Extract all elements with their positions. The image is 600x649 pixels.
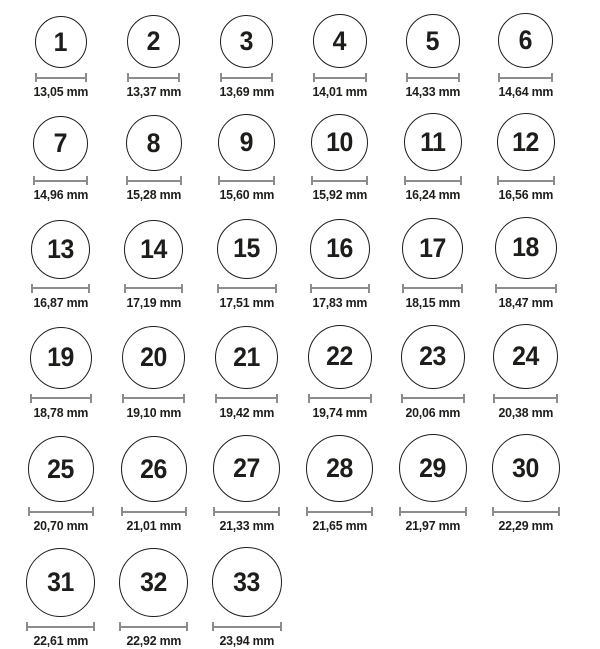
ring-circle <box>26 548 95 617</box>
diameter-ruler <box>30 394 92 403</box>
ring-size-number: 3 <box>239 26 254 56</box>
ring-circle <box>404 113 462 171</box>
ring-size-cell <box>200 114 293 202</box>
diameter-mm-label: 20,70 mm <box>33 518 88 534</box>
ring-circle <box>213 435 280 502</box>
diameter-mm-label: 18,15 mm <box>405 294 460 310</box>
diameter-ruler-line <box>495 397 556 399</box>
ring-size-cell <box>107 15 200 99</box>
diameter-ruler <box>306 507 373 516</box>
diameter-mm-label: 22,29 mm <box>498 518 553 534</box>
diameter-ruler <box>126 176 182 185</box>
diameter-ruler <box>33 176 88 185</box>
diameter-ruler-line <box>310 397 370 399</box>
ring-circle <box>33 116 88 171</box>
ring-size-number: 28 <box>326 453 353 484</box>
ring-circle <box>306 435 373 502</box>
ring-circle <box>497 113 555 171</box>
diameter-mm-label: 15,60 mm <box>219 187 274 203</box>
ring-size-number: 20 <box>140 341 167 372</box>
ring-size-cell <box>14 436 107 533</box>
ring-size-cell <box>386 218 479 310</box>
ring-size-number: 18 <box>512 232 539 263</box>
ring-circle <box>124 220 183 279</box>
ring-size-number: 22 <box>326 341 353 372</box>
ring-circle <box>217 219 277 279</box>
diameter-ruler <box>217 284 277 293</box>
ring-size-number: 32 <box>140 567 167 598</box>
ring-circle <box>402 218 463 279</box>
ring-size-number: 7 <box>53 128 68 159</box>
ring-size-cell <box>107 436 200 533</box>
ring-size-cell <box>200 219 293 310</box>
ring-circle <box>31 220 90 279</box>
ring-size-cell <box>107 326 200 420</box>
diameter-ruler <box>311 176 368 185</box>
diameter-mm-label: 21,33 mm <box>219 518 274 534</box>
ring-size-number: 16 <box>326 233 353 264</box>
ring-size-cell <box>479 324 572 420</box>
diameter-ruler <box>493 394 558 403</box>
ring-circle <box>30 327 92 389</box>
diameter-ruler-line <box>33 287 88 289</box>
ring-size-cell <box>200 326 293 420</box>
diameter-mm-label: 17,51 mm <box>219 294 274 310</box>
ring-size-number: 26 <box>140 453 167 484</box>
diameter-ruler-line <box>214 626 280 628</box>
ring-size-grid <box>14 13 588 649</box>
ring-circle <box>215 326 278 389</box>
diameter-ruler-line <box>121 626 186 628</box>
diameter-ruler <box>406 73 460 82</box>
diameter-ruler <box>498 73 553 82</box>
ring-circle <box>126 115 182 171</box>
ring-size-cell <box>386 325 479 420</box>
diameter-ruler-line <box>215 511 278 513</box>
ring-circle <box>28 436 94 502</box>
diameter-mm-label: 13,05 mm <box>33 84 88 99</box>
ring-size-number: 27 <box>233 453 260 484</box>
ring-size-cell <box>200 547 293 648</box>
ring-circle <box>310 219 370 279</box>
ring-size-number: 33 <box>233 566 260 597</box>
ring-circle <box>492 434 560 502</box>
diameter-ruler-line <box>500 77 551 79</box>
diameter-mm-label: 15,28 mm <box>126 187 181 203</box>
diameter-mm-label: 18,47 mm <box>498 294 553 310</box>
diameter-mm-label: 16,56 mm <box>498 187 553 203</box>
diameter-ruler <box>492 507 560 516</box>
diameter-ruler-line <box>37 77 85 79</box>
diameter-mm-label: 22,61 mm <box>33 633 88 649</box>
diameter-mm-label: 23,94 mm <box>219 633 274 649</box>
ring-circle <box>121 436 187 502</box>
diameter-mm-label: 20,38 mm <box>498 404 553 420</box>
ring-size-number: 31 <box>47 567 74 598</box>
diameter-ruler-line <box>126 287 181 289</box>
diameter-ruler-line <box>403 397 463 399</box>
ring-circle <box>399 434 467 502</box>
ring-size-cell <box>386 113 479 202</box>
diameter-mm-label: 21,01 mm <box>126 518 181 534</box>
ring-circle <box>308 325 372 389</box>
ring-size-cell <box>14 548 107 648</box>
ring-size-cell <box>293 325 386 420</box>
ring-size-cell <box>293 114 386 202</box>
ring-size-number: 2 <box>146 26 161 56</box>
ring-circle <box>495 217 557 279</box>
ring-size-number: 4 <box>332 25 347 56</box>
ring-size-cell <box>107 115 200 202</box>
diameter-ruler-line <box>124 397 183 399</box>
diameter-ruler <box>121 507 187 516</box>
diameter-mm-label: 19,10 mm <box>126 404 181 420</box>
ring-size-number: 17 <box>419 232 446 263</box>
diameter-ruler-line <box>32 397 90 399</box>
diameter-ruler <box>215 394 278 403</box>
ring-circle <box>119 548 188 617</box>
ring-size-number: 11 <box>419 126 446 157</box>
ring-size-cell <box>200 15 293 99</box>
ring-size-number: 1 <box>53 26 68 57</box>
diameter-ruler-line <box>35 180 86 182</box>
diameter-ruler-line <box>128 180 180 182</box>
ring-size-cell <box>293 435 386 533</box>
diameter-ruler <box>127 73 180 82</box>
diameter-ruler <box>35 73 87 82</box>
diameter-mm-label: 16,24 mm <box>405 187 460 203</box>
ring-size-cell <box>200 435 293 533</box>
diameter-mm-label: 22,92 mm <box>126 633 181 649</box>
ring-size-cell <box>14 327 107 420</box>
diameter-ruler <box>495 284 557 293</box>
ring-size-cell <box>479 434 572 533</box>
diameter-ruler <box>402 284 463 293</box>
diameter-ruler <box>31 284 90 293</box>
ring-circle <box>212 547 282 617</box>
diameter-ruler <box>213 507 280 516</box>
ring-circle <box>493 324 558 389</box>
diameter-ruler-line <box>406 180 460 182</box>
diameter-mm-label: 17,19 mm <box>126 294 181 310</box>
diameter-ruler <box>220 73 273 82</box>
diameter-ruler-line <box>315 77 365 79</box>
diameter-ruler <box>308 394 372 403</box>
diameter-ruler-line <box>123 511 185 513</box>
diameter-ruler <box>313 73 367 82</box>
diameter-mm-label: 13,69 mm <box>219 84 274 99</box>
ring-size-cell <box>107 548 200 648</box>
ring-circle <box>313 14 367 68</box>
ring-size-cell <box>479 13 572 99</box>
ring-circle <box>122 326 185 389</box>
diameter-ruler <box>28 507 94 516</box>
diameter-mm-label: 21,97 mm <box>405 518 460 534</box>
diameter-mm-label: 21,65 mm <box>312 518 367 534</box>
ring-size-number: 6 <box>518 25 533 55</box>
diameter-ruler-line <box>408 77 458 79</box>
diameter-mm-label: 17,83 mm <box>312 294 367 310</box>
diameter-ruler-line <box>217 397 276 399</box>
ring-size-cell <box>293 219 386 310</box>
ring-circle <box>35 16 87 68</box>
ring-size-cell <box>14 116 107 202</box>
ring-circle <box>401 325 465 389</box>
ring-circle <box>311 114 368 171</box>
ring-circle <box>406 14 460 68</box>
diameter-ruler <box>124 284 183 293</box>
ring-size-cell <box>14 16 107 99</box>
ring-size-number: 24 <box>512 340 539 371</box>
diameter-mm-label: 19,74 mm <box>312 404 367 420</box>
ring-size-cell <box>479 217 572 310</box>
diameter-mm-label: 14,64 mm <box>498 84 553 99</box>
diameter-ruler-line <box>313 180 366 182</box>
diameter-mm-label: 20,06 mm <box>405 404 460 420</box>
ring-size-number: 8 <box>146 127 161 158</box>
diameter-mm-label: 14,01 mm <box>312 84 367 99</box>
diameter-ruler <box>399 507 467 516</box>
ring-size-number: 25 <box>47 453 74 484</box>
ring-size-number: 21 <box>233 341 260 372</box>
diameter-ruler <box>122 394 185 403</box>
ring-size-number: 12 <box>512 126 539 157</box>
diameter-ruler-line <box>404 287 461 289</box>
ring-circle <box>218 114 275 171</box>
ring-size-cell <box>386 14 479 99</box>
diameter-ruler-line <box>222 77 271 79</box>
diameter-mm-label: 13,37 mm <box>126 84 181 99</box>
ring-size-cell <box>386 434 479 533</box>
diameter-ruler <box>212 622 282 631</box>
diameter-ruler-line <box>129 77 178 79</box>
diameter-ruler-line <box>499 180 553 182</box>
diameter-ruler <box>26 622 95 631</box>
diameter-ruler <box>401 394 465 403</box>
ring-size-number: 13 <box>47 233 74 264</box>
ring-size-cell <box>14 220 107 310</box>
diameter-ruler-line <box>220 180 273 182</box>
ring-circle <box>220 15 273 68</box>
ring-size-number: 29 <box>419 452 446 483</box>
diameter-ruler <box>310 284 370 293</box>
ring-size-number: 10 <box>326 127 353 158</box>
ring-size-number: 23 <box>419 341 446 372</box>
diameter-ruler <box>119 622 188 631</box>
ring-size-number: 15 <box>233 233 260 264</box>
ring-size-cell <box>479 113 572 202</box>
diameter-ruler-line <box>308 511 371 513</box>
diameter-mm-label: 14,33 mm <box>405 84 460 99</box>
diameter-ruler-line <box>494 511 558 513</box>
diameter-ruler-line <box>401 511 465 513</box>
ring-circle <box>127 15 180 68</box>
ring-size-number: 14 <box>140 233 167 264</box>
diameter-mm-label: 19,42 mm <box>219 404 274 420</box>
ring-size-number: 9 <box>239 127 254 158</box>
diameter-ruler <box>497 176 555 185</box>
diameter-ruler-line <box>30 511 92 513</box>
diameter-mm-label: 18,78 mm <box>33 404 88 420</box>
ring-size-number: 19 <box>47 342 74 373</box>
ring-size-cell <box>107 220 200 310</box>
diameter-ruler <box>404 176 462 185</box>
diameter-mm-label: 14,96 mm <box>33 187 88 203</box>
ring-size-number: 5 <box>425 25 440 56</box>
ring-circle <box>498 13 553 68</box>
diameter-ruler-line <box>219 287 275 289</box>
diameter-ruler <box>218 176 275 185</box>
diameter-ruler-line <box>312 287 368 289</box>
ring-size-cell <box>293 14 386 99</box>
diameter-ruler-line <box>28 626 93 628</box>
diameter-mm-label: 15,92 mm <box>312 187 367 203</box>
diameter-ruler-line <box>497 287 555 289</box>
diameter-mm-label: 16,87 mm <box>33 294 88 310</box>
ring-size-number: 30 <box>512 452 539 483</box>
